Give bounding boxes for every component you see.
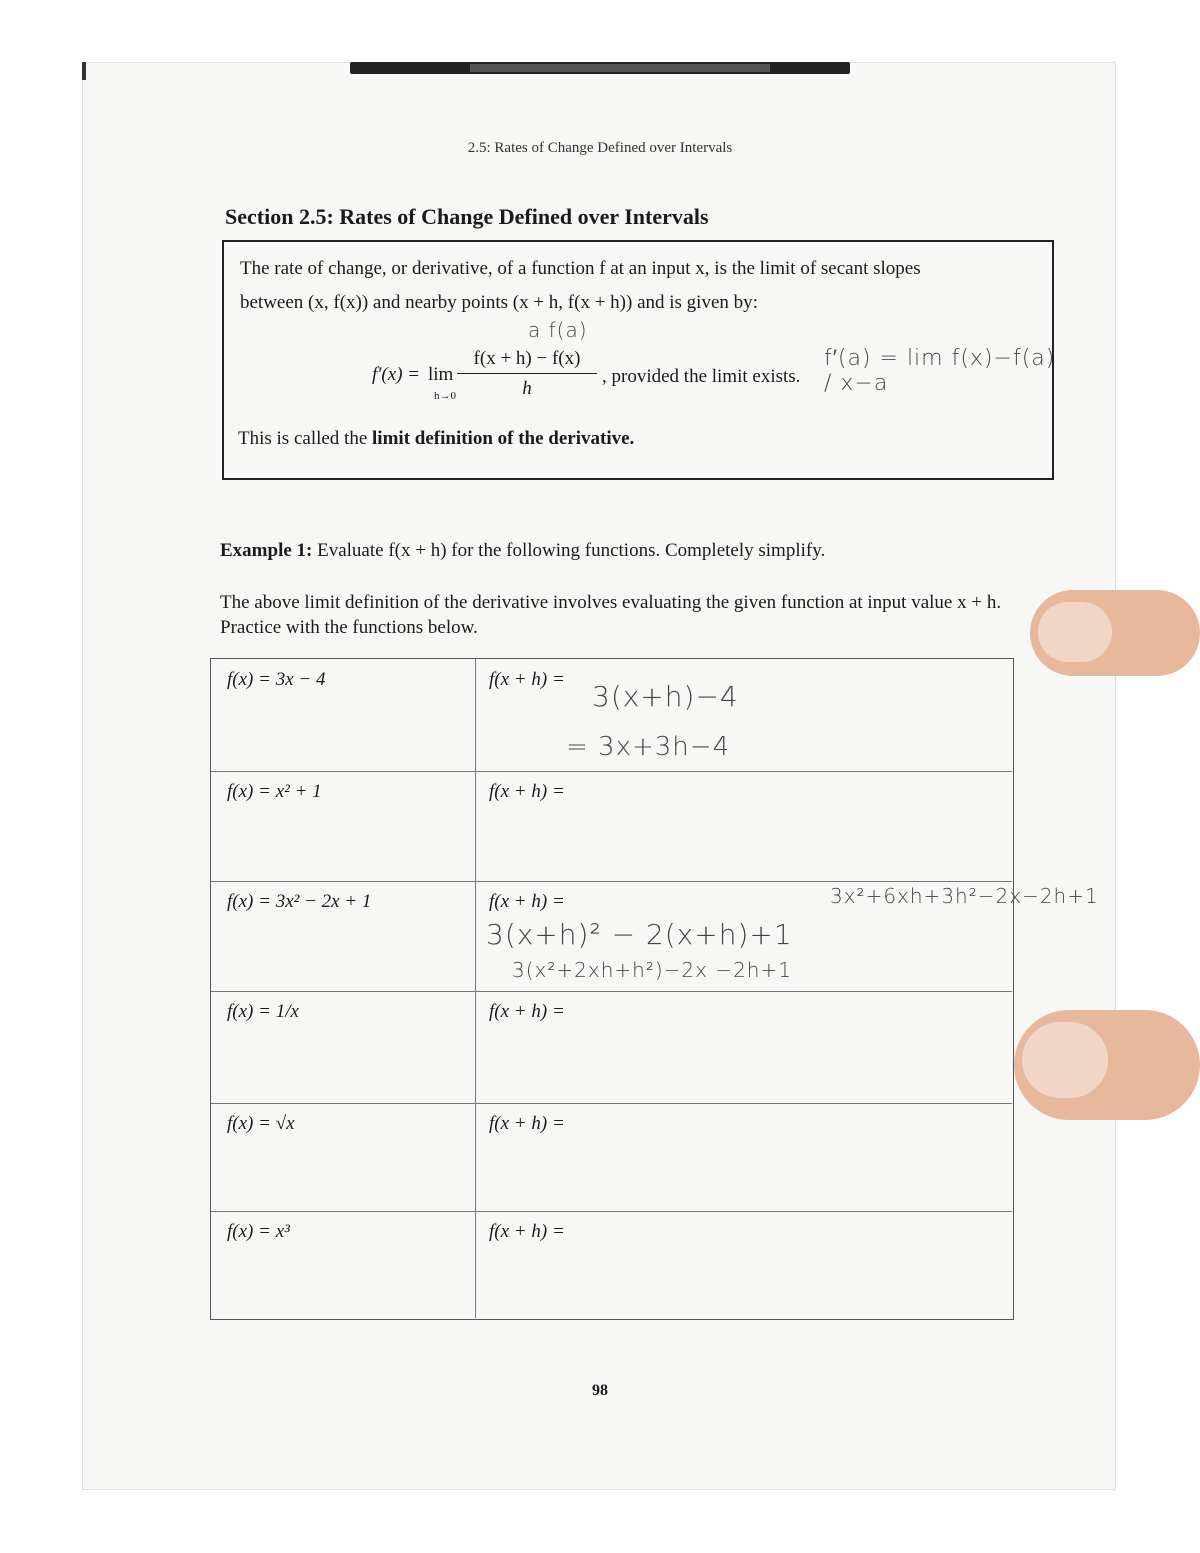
handwriting-row3-line1: 3(x+h)² − 2(x+h)+1 <box>486 918 793 951</box>
handwriting-row3-line2: 3(x²+2xh+h²)−2x −2h+1 <box>512 958 792 982</box>
table-cell-function: f(x) = x³ <box>227 1221 290 1242</box>
table-cell-answer: f(x + h) = <box>489 1001 565 1022</box>
handwriting-row3-margin: 3x²+6xh+3h²−2x−2h+1 <box>830 884 1099 908</box>
definition-line-1: The rate of change, or derivative, of a function f at an input x, is the limit of secant slopes <box>240 258 921 279</box>
table-cell-answer: f(x + h) = <box>489 669 565 690</box>
table-cell-answer: f(x + h) = <box>489 891 565 912</box>
table-row <box>211 1211 1012 1318</box>
binder-edge <box>350 62 850 74</box>
called-bold: limit definition of the derivative. <box>372 428 635 449</box>
formula-denominator: h <box>522 378 532 399</box>
table-cell-function: f(x) = 1/x <box>227 1001 299 1022</box>
formula-tail: , provided the limit exists. <box>602 366 801 387</box>
handwriting-margin-formula: f′(a) = lim f(x)−f(a) / x−a <box>824 346 1056 396</box>
formula-fraction <box>457 348 597 400</box>
formula-lim: lim <box>428 364 454 385</box>
table-cell-answer: f(x + h) = <box>489 1113 565 1134</box>
definition-line-2: between (x, f(x)) and nearby points (x + h, f(x + h)) and is given by: <box>240 292 758 313</box>
handwriting-above-formula: a f(a) <box>528 318 588 342</box>
handwriting-row1-line2: = 3x+3h−4 <box>566 732 731 762</box>
table-row <box>211 771 1012 882</box>
table-cell-function: f(x) = x² + 1 <box>227 781 322 802</box>
table-cell-function: f(x) = √x <box>227 1113 295 1134</box>
thumbnail-bottom <box>1022 1022 1108 1098</box>
formula-lhs: f′(x) = <box>372 364 421 385</box>
thumbnail-top <box>1038 602 1112 662</box>
table-row <box>211 1103 1012 1212</box>
example-1-label: Example 1: <box>220 540 313 561</box>
table-cell-function: f(x) = 3x − 4 <box>227 669 326 690</box>
example-1-heading <box>220 540 825 562</box>
example-1-paragraph: The above limit definition of the derivative involves evaluating the given function at input value x + h. Practice with the functions below. <box>220 592 1002 638</box>
page-number: 98 <box>592 1382 608 1399</box>
corner-mark <box>82 62 86 80</box>
derivative-formula <box>372 342 812 412</box>
table-cell-answer: f(x + h) = <box>489 1221 565 1242</box>
formula-numerator: f(x + h) − f(x) <box>457 348 597 374</box>
table-cell-function: f(x) = 3x² − 2x + 1 <box>227 891 372 912</box>
called-prefix: This is called the <box>238 428 373 449</box>
section-title: Section 2.5: Rates of Change Defined over Intervals <box>225 204 709 229</box>
table-row <box>211 991 1012 1104</box>
table-cell-answer: f(x + h) = <box>489 781 565 802</box>
running-header: 2.5: Rates of Change Defined over Intervals <box>467 140 733 156</box>
formula-lim-sub: h→0 <box>434 390 456 402</box>
definition-called <box>238 428 634 450</box>
example-1-text: Evaluate f(x + h) for the following functions. Completely simplify. <box>312 540 826 561</box>
handwriting-row1-line1: 3(x+h)−4 <box>592 680 739 713</box>
